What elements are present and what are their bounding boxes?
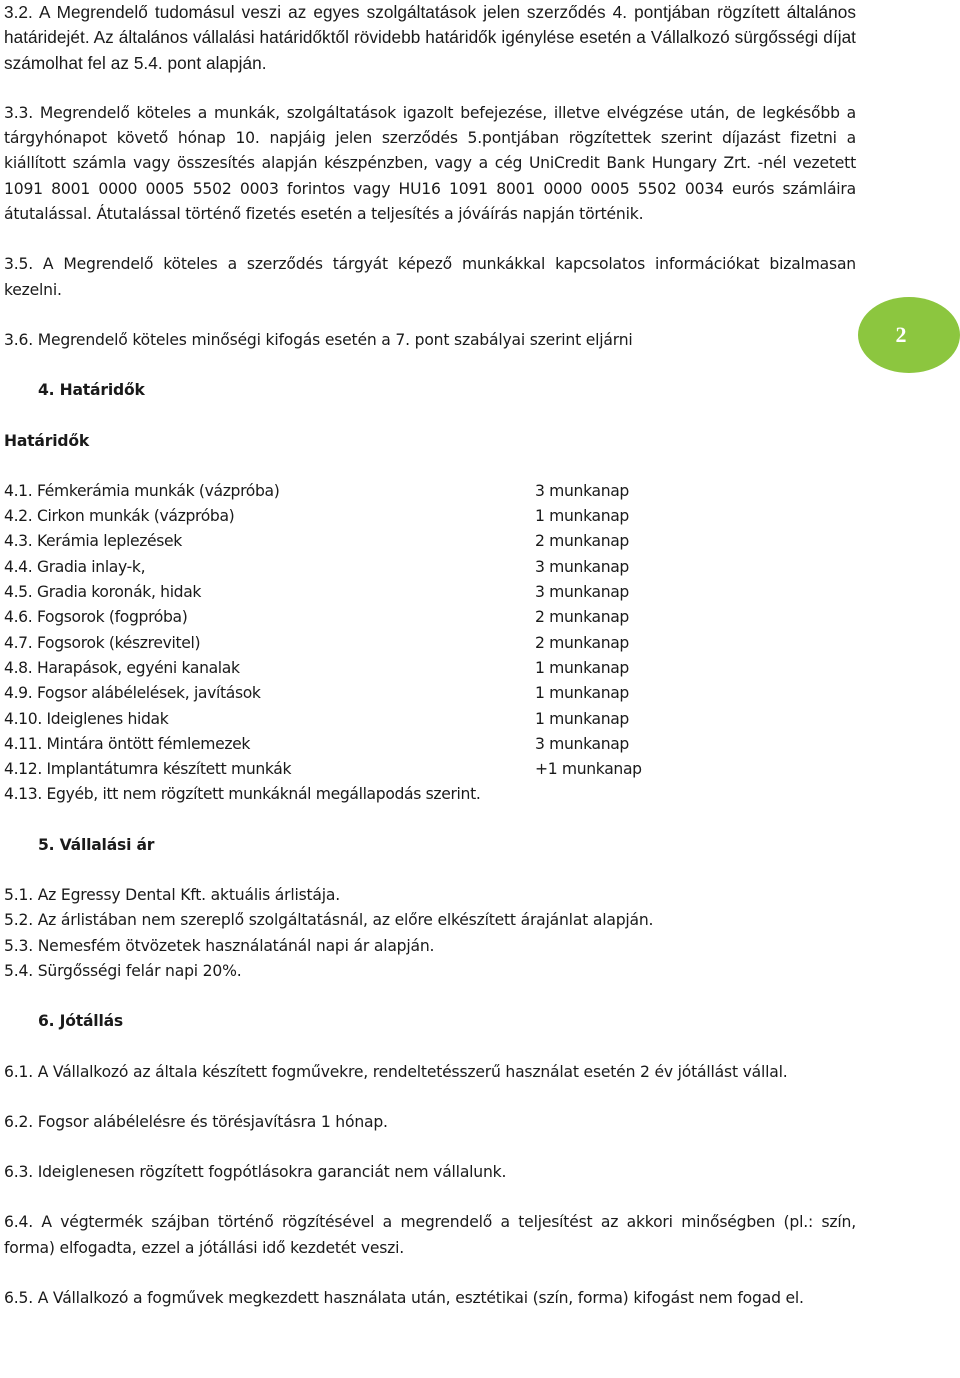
deadline-row [4,631,856,656]
deadline-row [4,555,856,580]
deadline-label: 4.13. Egyéb, itt nem rögzített munkáknál megállapodás szerint. [4,785,481,804]
deadline-label: 4.7. Fogsorok (készrevitel) [4,633,201,652]
deadline-label: 4.5. Gradia koronák, hidak [4,583,202,602]
deadline-row [4,504,856,529]
deadline-duration: 1 munkanap [535,684,629,703]
price-item: 5.4. Sürgősségi felár napi 20%. [4,961,242,980]
deadline-duration: 2 munkanap [535,532,629,551]
deadline-duration: 3 munkanap [535,734,629,753]
price-list [4,883,856,984]
document-page [4,0,856,1311]
deadline-label: 4.3. Kerámia leplezések [4,532,182,551]
deadline-label: 4.4. Gradia inlay-k, [4,557,146,576]
deadline-row [4,732,856,757]
deadline-duration: 1 munkanap [535,709,629,728]
deadline-duration: 3 munkanap [535,481,629,500]
deadline-row [4,529,856,554]
deadline-list [4,479,856,808]
paragraph-3-2: 3.2. A Megrendelő tudomásul veszi az egyes szolgáltatások jelen szerződés 4. pontjában rögzített általános határidejét. Az általános vállalási határidőktől rövidebb határidők igénylése esetén a Vállalkozó sürgősségi díjat számolhat fel az 5.4. pont alapján. [4,2,856,73]
deadline-duration: 3 munkanap [535,583,629,602]
deadline-row [4,707,856,732]
deadline-duration: 1 munkanap [535,658,629,677]
price-item: 5.3. Nemesfém ötvözetek használatánál napi ár alapján. [4,936,435,955]
deadline-label: 4.9. Fogsor alábélelések, javítások [4,684,261,703]
deadline-label: 4.12. Implantátumra készített munkák [4,760,292,779]
paragraph-6-1: 6.1. A Vállalkozó az általa készített fogművekre, rendeltetésszerű használat esetén 2 év jótállást vállal. [4,1062,788,1081]
paragraph-3-6: 3.6. Megrendelő köteles minőségi kifogás esetén a 7. pont szabályai szerint eljárni [4,330,633,349]
deadline-label: 4.6. Fogsorok (fogpróba) [4,608,188,627]
deadlines-subheading: Határidők [4,431,90,450]
section-5-heading: 5. Vállalási ár [38,835,155,854]
deadline-row [4,681,856,706]
deadline-row [4,757,856,782]
price-item: 5.2. Az árlistában nem szereplő szolgáltatásnál, az előre elkészített árajánlat alapján. [4,911,654,930]
paragraph-6-2: 6.2. Fogsor alábélelésre és törésjavításra 1 hónap. [4,1112,388,1131]
page-number: 2 [895,322,907,347]
deadline-duration: 1 munkanap [535,507,629,526]
paragraph-3-3: 3.3. Megrendelő köteles a munkák, szolgáltatások igazolt befejezése, illetve elvégzése után, de legkésőbb a tárgyhónapot követő hónap 10. napjáig jelen szerződés 5.pontjában rögzítettek szerint díjazást fizetni a kiállított számla vagy összesítés alapján készpénzben, vagy a cég UniCredit Bank Hungary Zrt. -nél vezetett 1091 8001 0000 0005 5502 0003 forintos vagy HU16 1091 8001 0000 0005 5502 0034 eurós számláira átutalással. Átutalással történő fizetés esetén a teljesítés a jóváírás napján történik. [4,103,856,224]
section-6-heading: 6. Jótállás [38,1012,123,1031]
deadline-row [4,656,856,681]
deadline-label: 4.2. Cirkon munkák (vázpróba) [4,507,235,526]
paragraph-6-3: 6.3. Ideiglenesen rögzített fogpótlásokra garanciát nem vállalunk. [4,1163,507,1182]
deadline-duration: +1 munkanap [535,760,642,779]
deadline-label: 4.10. Ideiglenes hidak [4,709,169,728]
deadline-duration: 2 munkanap [535,608,629,627]
page-number-badge [858,297,960,373]
deadline-duration: 3 munkanap [535,557,629,576]
deadline-duration: 2 munkanap [535,633,629,652]
deadline-label: 4.1. Fémkerámia munkák (vázpróba) [4,481,280,500]
deadline-row [4,605,856,630]
paragraph-3-5: 3.5. A Megrendelő köteles a szerződés tárgyát képező munkákkal kapcsolatos információkat bizalmasan kezelni. [4,255,856,299]
deadline-row [4,782,856,807]
price-item: 5.1. Az Egressy Dental Kft. aktuális árlistája. [4,886,341,905]
deadline-label: 4.8. Harapások, egyéni kanalak [4,658,240,677]
deadline-row [4,479,856,504]
section-4-heading: 4. Határidők [38,381,145,400]
paragraph-6-5: 6.5. A Vállalkozó a fogművek megkezdett használata után, esztétikai (szín, forma) kifogást nem fogad el. [4,1288,804,1307]
deadline-row [4,580,856,605]
paragraph-6-4: 6.4. A végtermék szájban történő rögzítésével a megrendelő a teljesítést az akkori minőségben (pl.: szín, forma) elfogadta, ezzel a jótállási idő kezdetét veszi. [4,1213,856,1257]
deadline-label: 4.11. Mintára öntött fémlemezek [4,734,251,753]
